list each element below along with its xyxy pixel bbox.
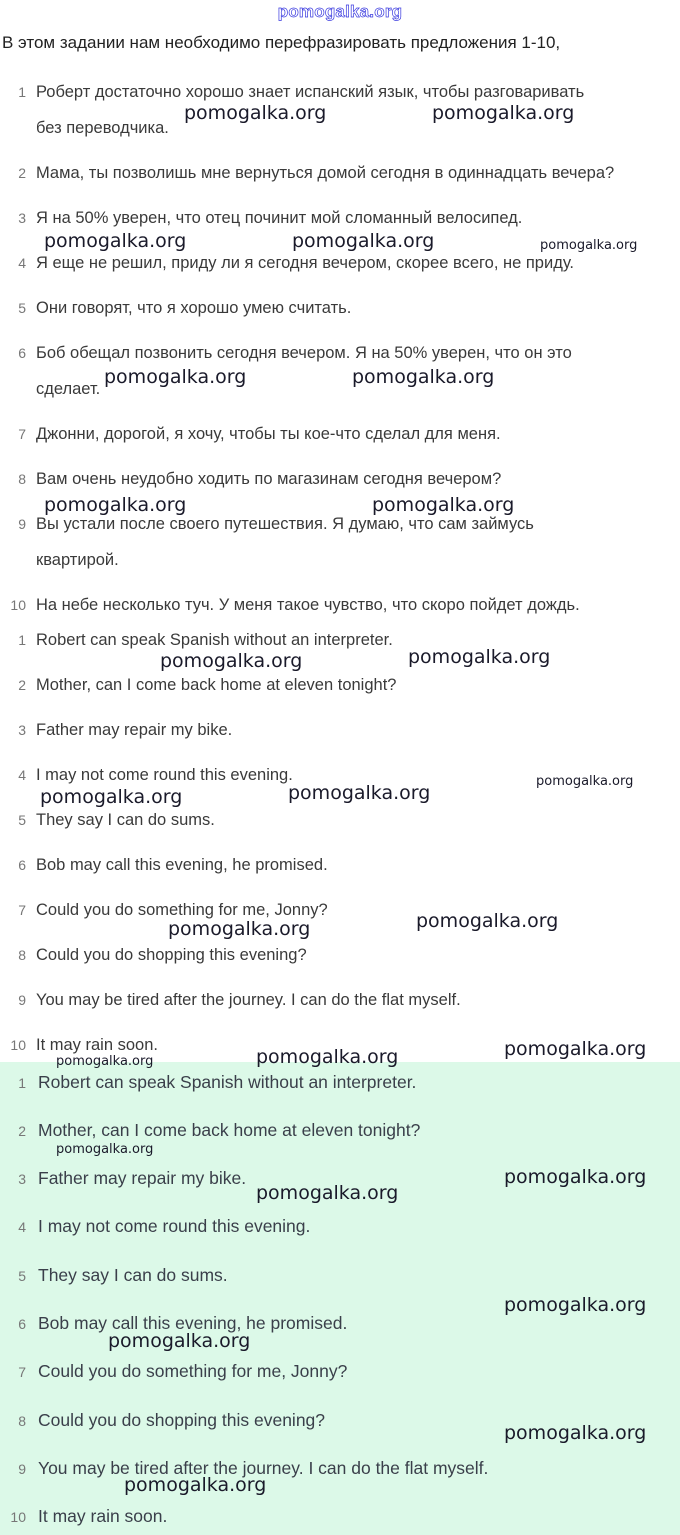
watermark: pomogalka.org — [56, 1142, 154, 1157]
item-text-cont: квартирой. — [36, 551, 119, 569]
watermark: pomogalka.org — [352, 366, 495, 388]
item-text: It may rain soon. — [36, 1036, 158, 1054]
watermark: pomogalka.org — [504, 1038, 647, 1060]
item-text: Mother, can I come back home at eleven tonight? — [36, 676, 397, 694]
item-number: 3 — [18, 210, 26, 226]
item-text: Father may repair my bike. — [38, 1168, 247, 1188]
item-text: They say I can do sums. — [38, 1265, 228, 1285]
item-text: Роберт достаточно хорошо знает испанский язык, чтобы разговаривать — [36, 83, 585, 101]
item-text: Robert can speak Spanish without an interpreter. — [36, 631, 393, 649]
item-text: На небе несколько туч. У меня такое чувство, что скоро пойдет дождь. — [36, 596, 580, 614]
item-text: Джонни, дорогой, я хочу, чтобы ты кое-что сделал для меня. — [36, 425, 501, 443]
item-number: 8 — [18, 1413, 26, 1429]
item-number: 4 — [18, 255, 26, 271]
watermark: pomogalka.org — [416, 910, 559, 932]
item-text: Мама, ты позволишь мне вернуться домой сегодня в одиннадцать вечера? — [36, 164, 615, 182]
item-number: 4 — [18, 767, 26, 783]
item-text: Bob may call this evening, he promised. — [38, 1313, 348, 1333]
watermark: pomogalka.org — [44, 494, 187, 516]
item-number: 6 — [18, 857, 26, 873]
item-number: 10 — [10, 597, 26, 613]
item-text: Could you do shopping this evening? — [38, 1410, 326, 1430]
item-text: They say I can do sums. — [36, 811, 215, 829]
item-text: Mother, can I come back home at eleven tonight? — [38, 1120, 421, 1140]
watermark: pomogalka.org — [408, 646, 551, 668]
watermark: pomogalka.org — [168, 918, 311, 940]
item-text: Боб обещал позвонить сегодня вечером. Я на 50% уверен, что он это — [36, 344, 572, 362]
item-number: 10 — [10, 1509, 26, 1525]
intro-text: В этом задании нам необходимо перефразировать предложения 1-10, — [2, 33, 561, 52]
item-number: 9 — [18, 992, 26, 1008]
item-text: Вам очень неудобно ходить по магазинам сегодня вечером? — [36, 470, 502, 488]
item-text: You may be tired after the journey. I can do the flat myself. — [38, 1458, 489, 1478]
item-text: Could you do something for me, Jonny? — [36, 901, 328, 919]
watermark: pomogalka.org — [40, 786, 183, 808]
watermark: pomogalka.org — [504, 1294, 647, 1316]
item-number: 2 — [18, 165, 26, 181]
item-number: 7 — [18, 1364, 26, 1380]
item-number: 2 — [18, 677, 26, 693]
item-number: 5 — [18, 812, 26, 828]
item-number: 4 — [18, 1219, 26, 1235]
watermark: pomogalka.org — [108, 1330, 251, 1352]
site-header — [0, 0, 680, 24]
item-text: You may be tired after the journey. I can do the flat myself. — [36, 991, 461, 1009]
item-number: 5 — [18, 1268, 26, 1284]
item-number: 1 — [18, 84, 26, 100]
item-number: 8 — [18, 947, 26, 963]
item-text: Bob may call this evening, he promised. — [36, 856, 328, 874]
watermark: pomogalka.org — [56, 1054, 154, 1069]
item-text: I may not come round this evening. — [36, 766, 293, 784]
item-number: 6 — [18, 1316, 26, 1332]
item-number: 1 — [18, 632, 26, 648]
item-number: 9 — [18, 1461, 26, 1477]
watermark: pomogalka.org — [184, 102, 327, 124]
item-text: Father may repair my bike. — [36, 721, 233, 739]
watermark: pomogalka.org — [256, 1182, 399, 1204]
item-text: Could you do something for me, Jonny? — [38, 1361, 348, 1381]
item-text-cont: сделает. — [36, 380, 101, 398]
item-text: Я еще не решил, приду ли я сегодня вечером, скорее всего, не приду. — [36, 254, 575, 272]
item-number: 7 — [18, 426, 26, 442]
watermark: pomogalka.org — [536, 774, 634, 789]
item-number: 1 — [18, 1075, 26, 1091]
item-number: 3 — [18, 1171, 26, 1187]
site-logo-text: pomogalka.org — [277, 2, 403, 21]
cut-off-line — [118, 66, 278, 72]
watermark: pomogalka.org — [372, 494, 515, 516]
item-text: Вы устали после своего путешествия. Я думаю, что сам займусь — [36, 515, 534, 533]
watermark: pomogalka.org — [288, 782, 431, 804]
item-text: Они говорят, что я хорошо умею считать. — [36, 299, 352, 317]
watermark: pomogalka.org — [104, 366, 247, 388]
item-number: 7 — [18, 902, 26, 918]
item-number: 8 — [18, 471, 26, 487]
watermark: pomogalka.org — [124, 1474, 267, 1496]
watermark: pomogalka.org — [432, 102, 575, 124]
watermark: pomogalka.org — [540, 238, 638, 253]
watermark: pomogalka.org — [256, 1046, 399, 1068]
item-text: It may rain soon. — [38, 1506, 168, 1526]
item-text: I may not come round this evening. — [38, 1216, 311, 1236]
watermark: pomogalka.org — [44, 230, 187, 252]
watermark: pomogalka.org — [160, 650, 303, 672]
item-number: 9 — [18, 516, 26, 532]
item-number: 3 — [18, 722, 26, 738]
item-number: 5 — [18, 300, 26, 316]
item-text-cont: без переводчика. — [36, 119, 169, 137]
item-text: Could you do shopping this evening? — [36, 946, 307, 964]
item-number: 10 — [10, 1037, 26, 1053]
item-text: Robert can speak Spanish without an interpreter. — [38, 1072, 417, 1092]
item-number: 2 — [18, 1123, 26, 1139]
watermark: pomogalka.org — [292, 230, 435, 252]
watermark: pomogalka.org — [504, 1422, 647, 1444]
watermark: pomogalka.org — [504, 1166, 647, 1188]
item-text: Я на 50% уверен, что отец починит мой сломанный велосипед. — [36, 209, 523, 227]
item-number: 6 — [18, 345, 26, 361]
